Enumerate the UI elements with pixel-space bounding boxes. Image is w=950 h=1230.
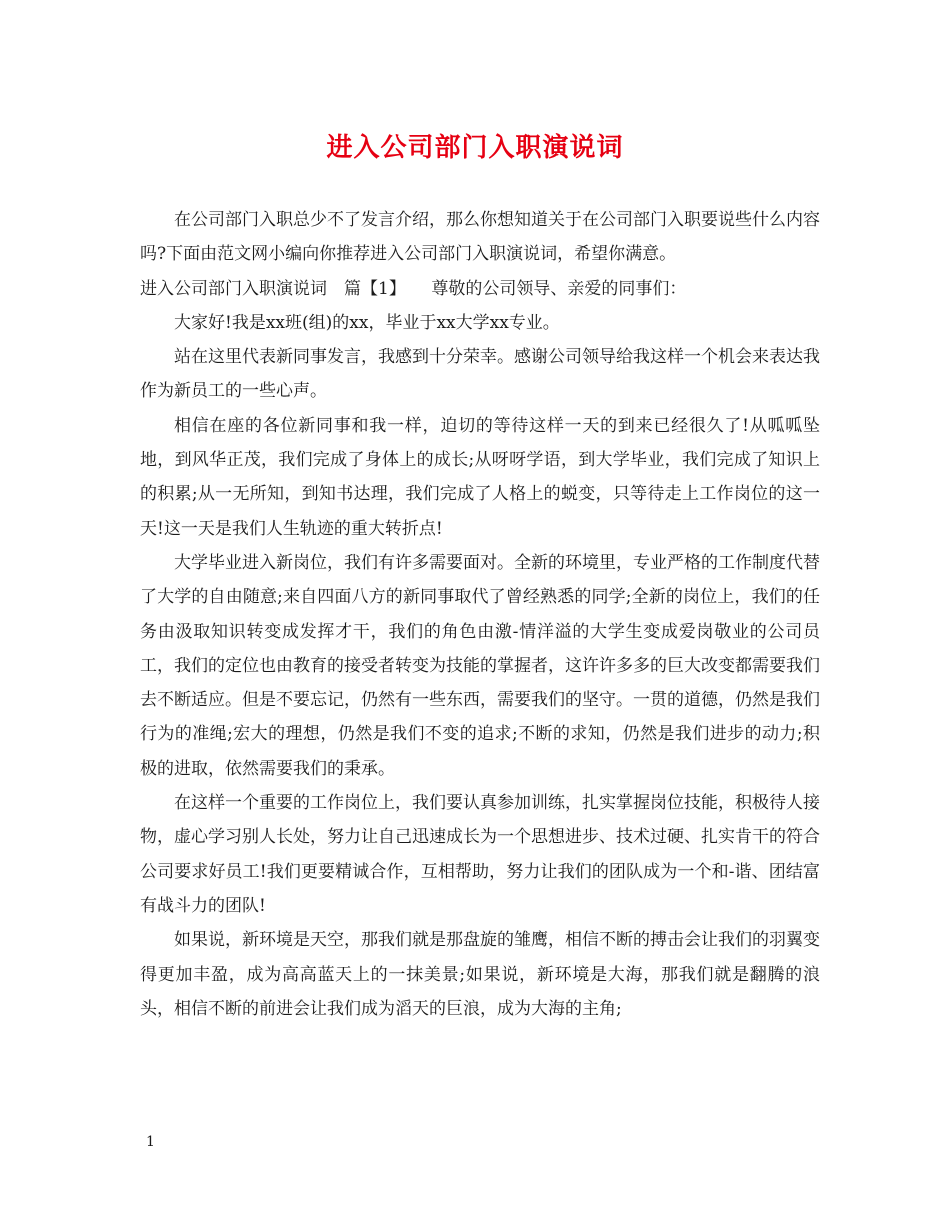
paragraph-new-position: 大学毕业进入新岗位，我们有许多需要面对。全新的环境里，专业严格的工作制度代替了大学的自由随意;来自四面八方的新同事取代了曾经熟悉的同学;全新的岗位上，我们的任务由汲取知识转变成发挥才干，我们的角色由激-情洋溢的大学生变成爱岗敬业的公司员工，我们的定位也由教育的接受者转变为技能的掌握者，这许许多多的巨大改变都需要我们去不断适应。但是不要忘记，仍然有一些东西，需要我们的坚守。一贯的道德，仍然是我们行为的准绳;宏大的理想，仍然是我们不变的追求;不断的求知，仍然是我们进步的动力;积极的进取，依然需要我们的秉承。 [140, 552, 820, 779]
paragraph-greeting: 大家好!我是xx班(组)的xx，毕业于xx大学xx专业。 [174, 312, 560, 333]
paragraph-commitment: 在这样一个重要的工作岗位上，我们要认真参加训练，扎实掌握岗位技能，积极待人接物，虚心学习别人长处，努力让自己迅速成长为一个思想进步、技术过硬、扎实肯干的符合公司要求好员工!我们更要精诚合作，互相帮助，努力让我们的团队成为一个和-谐、团结富有战斗力的团队! [140, 793, 820, 916]
paragraph-intro: 在公司部门入职总少不了发言介绍，那么你想知道关于在公司部门入职要说些什么内容吗?下面由范文网小编向你推荐进入公司部门入职演说词，希望你满意。 [140, 210, 820, 265]
paragraph-metaphor: 如果说，新环境是天空，那我们就是那盘旋的雏鹰，相信不断的搏击会让我们的羽翼变得更加丰盈，成为高高蓝天上的一抹美景;如果说，新环境是大海，那我们就是翻腾的浪头，相信不断的前进会让我们成为滔天的巨浪，成为大海的主角; [140, 930, 820, 1019]
document-title: 进入公司部门入职演说词 [326, 133, 624, 163]
paragraph-section-heading: 进入公司部门入职演说词 篇【1】 尊敬的公司领导、亲爱的同事们： [140, 278, 687, 299]
paragraph-honor: 站在这里代表新同事发言，我感到十分荣幸。感谢公司领导给我这样一个机会来表达我作为新员工的一些心声。 [140, 347, 820, 402]
paragraph-growth: 相信在座的各位新同事和我一样，迫切的等待这样一天的到来已经很久了!从呱呱坠地，到风华正茂，我们完成了身体上的成长;从呀呀学语，到大学毕业，我们完成了知识上的积累;从一无所知，到知书达理，我们完成了人格上的蜕变，只等待走上工作岗位的这一天!这一天是我们人生轨迹的重大转折点! [140, 415, 820, 539]
page-number: 1 [146, 1134, 155, 1150]
document-body [140, 203, 820, 1026]
